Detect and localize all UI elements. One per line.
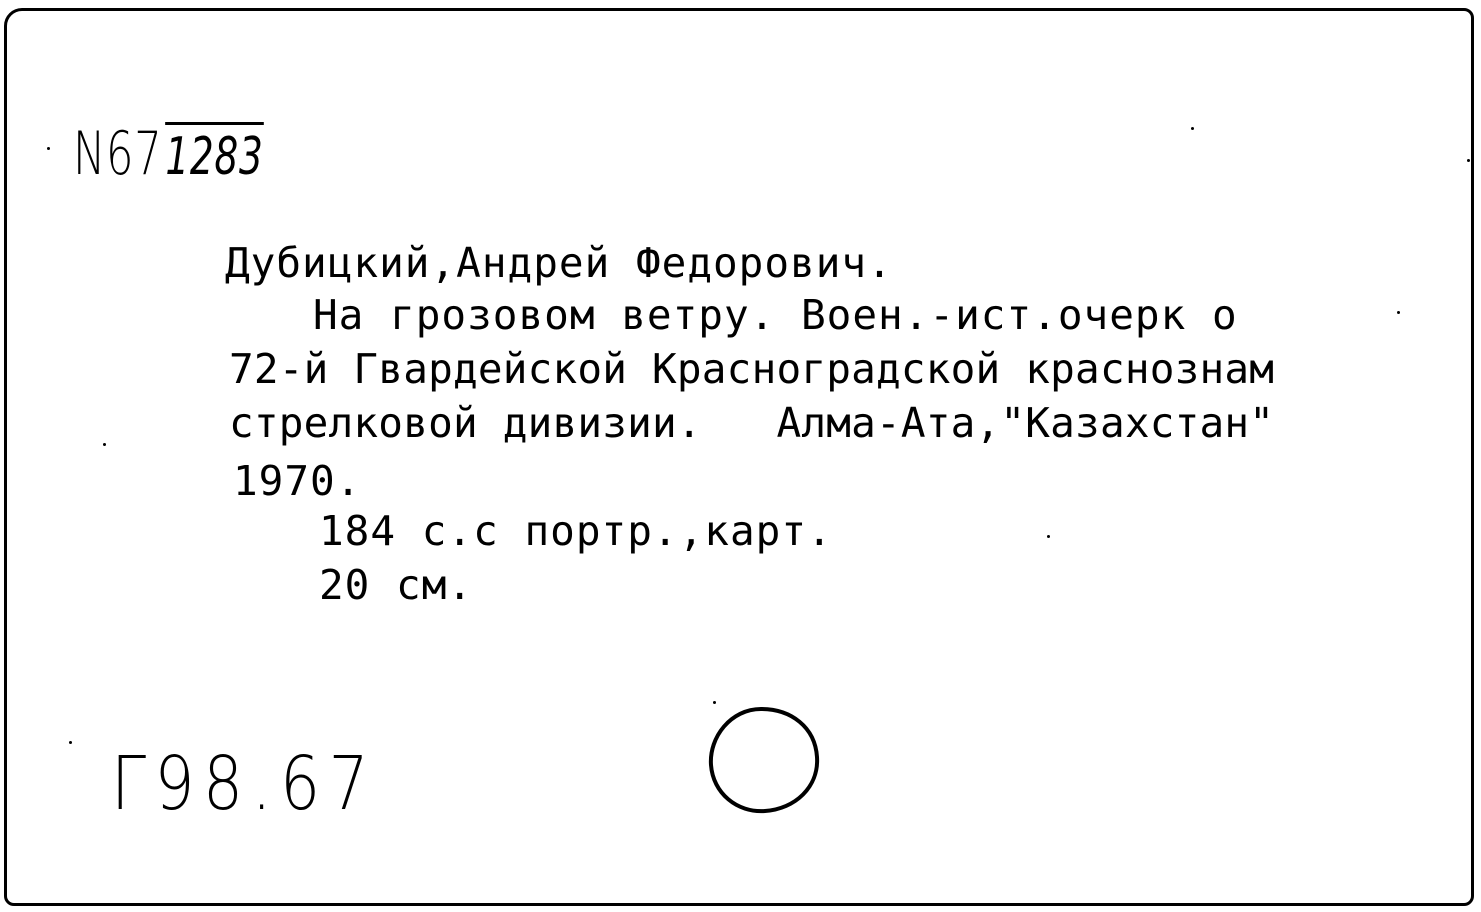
pagination: 184 с.с портр.,карт. [319, 507, 833, 555]
title-line-2: 72-й Гвардейской Красноградской краснознам [229, 345, 1275, 393]
dimensions: 20 см. [319, 561, 474, 609]
speck [103, 443, 106, 446]
title-line-1: На грозовом ветру. Воен.-ист.очерк о [313, 291, 1238, 339]
circle-mark-icon [703, 705, 827, 817]
speck [1397, 311, 1400, 314]
publication-year: 1970. [233, 457, 362, 505]
title-line-3: стрелковой дивизии. Алма-Ата,"Казахстан" [229, 399, 1275, 447]
accession-serial: 1283 [165, 122, 263, 187]
speck [47, 147, 50, 150]
speck [69, 741, 72, 744]
shelfmark: Г98.67 [111, 741, 378, 827]
speck [1467, 159, 1470, 162]
author-heading: Дубицкий,Андрей Федорович. [225, 239, 893, 287]
speck [1191, 127, 1194, 130]
accession-prefix: N67 [73, 119, 163, 189]
catalog-card [4, 8, 1474, 906]
accession-number [73, 119, 263, 189]
speck [713, 701, 716, 704]
speck [1047, 535, 1050, 538]
